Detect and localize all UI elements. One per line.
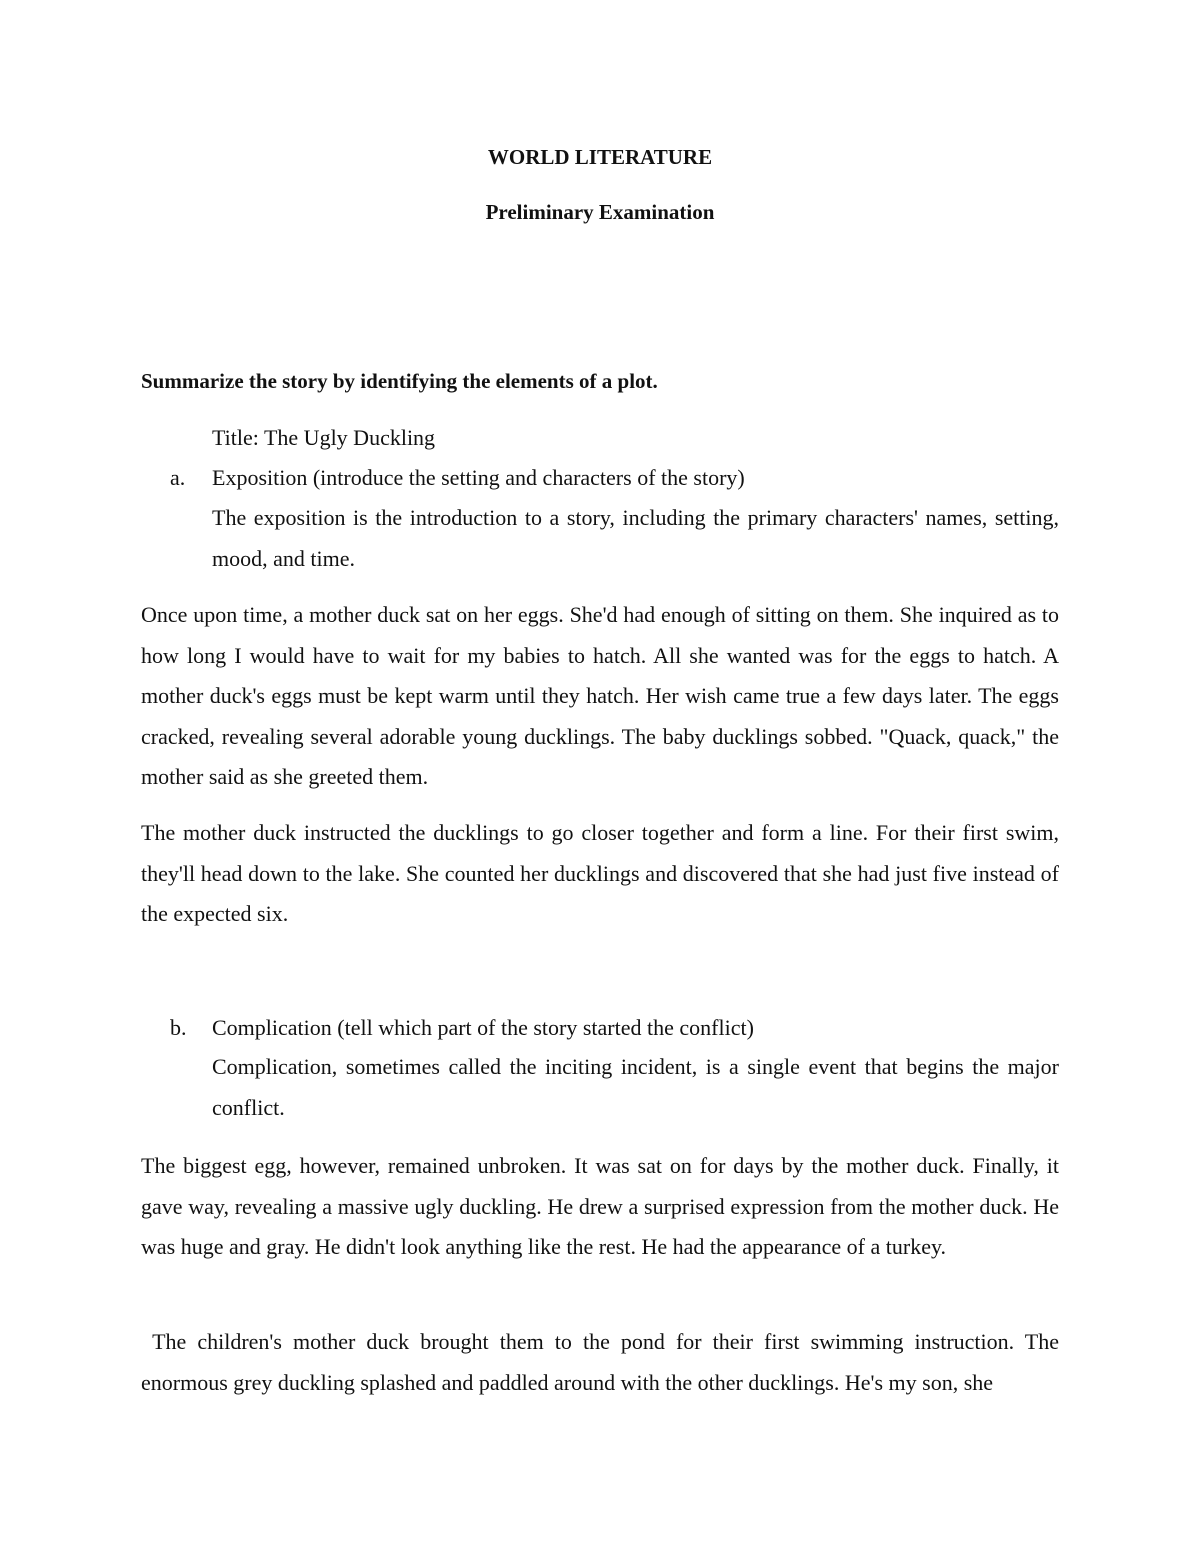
paragraph-3: The biggest egg, however, remained unbroken. It was sat on for days by the mother duck. Finally, it gave way, revealing a massive ugly duckling. He drew a surprised expression from the mother duck. He was huge and gray. He didn't look anything like the rest. He had the appearance of a turkey. (141, 1153, 1059, 1260)
document-subtitle: Preliminary Examination (485, 200, 715, 224)
section-a-definition: The exposition is the introduction to a story, including the primary characters' names, setting, mood, and time. (212, 505, 1059, 571)
paragraph-2: The mother duck instructed the ducklings to go closer together and form a line. For their first swim, they'll head down to the lake. She counted her ducklings and discovered that she had just five instead of the expected six. (141, 820, 1059, 927)
section-b-heading: Complication (tell which part of the story started the conflict) (212, 1015, 754, 1040)
paragraph-1: Once upon time, a mother duck sat on her eggs. She'd had enough of sitting on them. She inquired as to how long I would have to wait for my babies to hatch. All she wanted was for the eggs to hatch. A mother duck's eggs must be kept warm until they hatch. Her wish came true a few days later. The eggs cracked, revealing several adorable young ducklings. The baby ducklings sobbed. "Quack, quack," the mother said as she greeted them. (141, 602, 1059, 790)
paragraph-4: The children's mother duck brought them to the pond for their first swimming instruction. The enormous grey duckling splashed and paddled around with the other ducklings. He's my son, she (141, 1329, 1065, 1395)
section-b-marker: b. (170, 1015, 187, 1040)
document-title: WORLD LITERATURE (487, 145, 713, 169)
section-a-heading: Exposition (introduce the setting and characters of the story) (212, 465, 745, 490)
section-a-marker: a. (170, 465, 186, 490)
section-b-definition: Complication, sometimes called the inciting incident, is a single event that begins the major conflict. (212, 1054, 1059, 1120)
instruction-heading: Summarize the story by identifying the elements of a plot. (141, 369, 658, 393)
story-title: Title: The Ugly Duckling (212, 425, 436, 450)
